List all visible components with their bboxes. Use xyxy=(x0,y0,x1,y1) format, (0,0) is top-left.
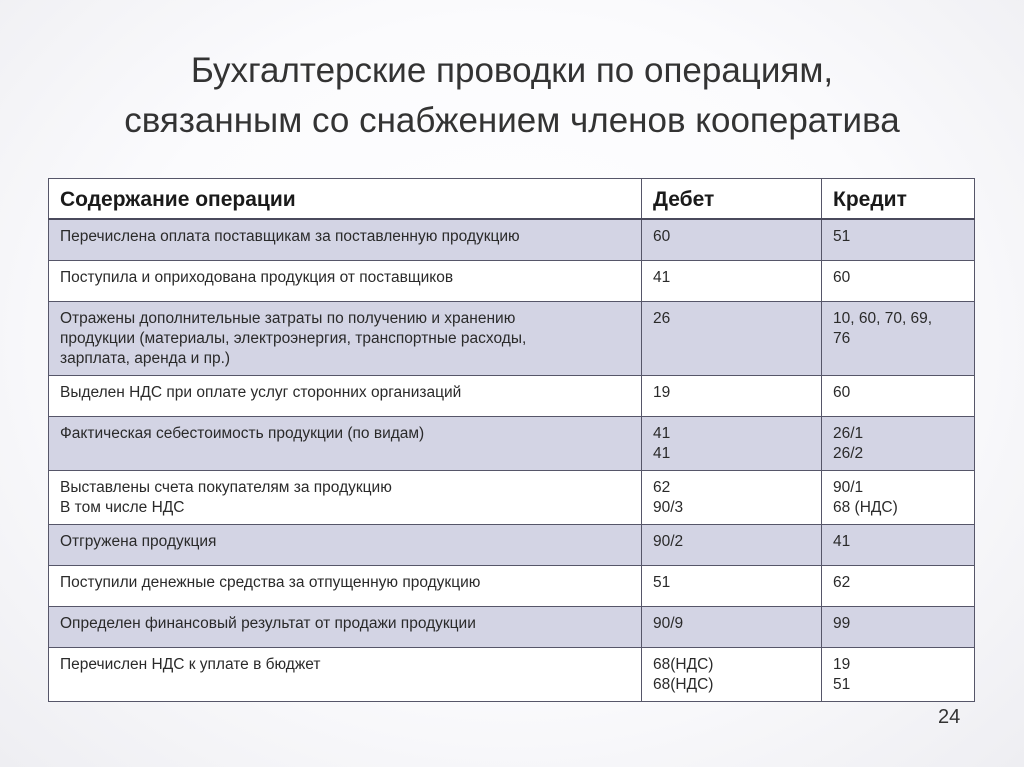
cell-debit xyxy=(642,302,822,376)
cell-debit xyxy=(642,417,822,471)
cell-credit xyxy=(822,648,975,702)
cell-debit xyxy=(642,376,822,417)
cell-credit-line: 60 xyxy=(833,269,851,286)
cell-operation-line: зарплата, аренда и пр.) xyxy=(60,350,231,367)
cell-credit xyxy=(822,525,975,566)
cell-operation-line: Перечислена оплата поставщикам за поставленную продукцию xyxy=(60,227,520,245)
cell-operation-line: продукции (материалы, электроэнергия, транспортные расходы, xyxy=(60,330,527,347)
cell-operation xyxy=(49,376,642,417)
cell-debit xyxy=(642,607,822,648)
cell-operation xyxy=(49,566,642,607)
cell-debit-line: 41 xyxy=(653,269,671,286)
cell-credit-line: 60 xyxy=(833,384,851,401)
cell-operation xyxy=(49,219,642,261)
slide-title-line-1: Бухгалтерские проводки по операциям, xyxy=(190,51,834,90)
table-row xyxy=(49,607,975,648)
cell-operation xyxy=(49,302,642,376)
cell-debit-line: 62 xyxy=(653,479,671,496)
cell-debit-line: 41 xyxy=(653,425,671,442)
cell-debit-line: 68(НДС) xyxy=(653,656,714,673)
cell-operation-line: Выделен НДС при оплате услуг сторонних организаций xyxy=(60,384,462,401)
table-row xyxy=(49,261,975,302)
cell-credit xyxy=(822,376,975,417)
cell-credit-line: 51 xyxy=(833,227,851,245)
cell-debit-line: 51 xyxy=(653,574,671,591)
cell-debit-line: 60 xyxy=(653,227,671,245)
cell-debit xyxy=(642,648,822,702)
cell-credit xyxy=(822,417,975,471)
cell-credit xyxy=(822,261,975,302)
header-credit: Кредит xyxy=(822,179,975,219)
cell-credit-line: 62 xyxy=(833,574,851,591)
cell-operation xyxy=(49,471,642,525)
cell-debit-line: 41 xyxy=(653,445,671,462)
cell-operation-line: Фактическая себестоимость продукции (по видам) xyxy=(60,425,425,442)
cell-operation xyxy=(49,417,642,471)
table-row xyxy=(49,417,975,471)
cell-credit-line: 10, 60, 70, 69, xyxy=(833,310,933,327)
cell-operation xyxy=(49,648,642,702)
cell-debit-line: 90/2 xyxy=(653,533,684,550)
cell-credit-line: 99 xyxy=(833,615,851,632)
cell-credit-line: 76 xyxy=(833,330,851,347)
cell-operation xyxy=(49,261,642,302)
table-row xyxy=(49,525,975,566)
cell-operation-line: Отгружена продукция xyxy=(60,533,217,550)
cell-credit xyxy=(822,566,975,607)
cell-operation xyxy=(49,525,642,566)
cell-operation-line: Поступили денежные средства за отпущенную продукцию xyxy=(60,574,481,591)
cell-credit-line: 51 xyxy=(833,676,851,693)
cell-debit xyxy=(642,471,822,525)
cell-operation-line: Отражены дополнительные затраты по получению и хранению xyxy=(60,310,516,327)
cell-operation-line: Определен финансовый результат от продажи продукции xyxy=(60,615,476,632)
cell-debit xyxy=(642,261,822,302)
table-body xyxy=(49,219,975,702)
cell-credit xyxy=(822,607,975,648)
cell-credit xyxy=(822,471,975,525)
table-row xyxy=(49,219,975,261)
table-row xyxy=(49,302,975,376)
cell-credit-line: 26/1 xyxy=(833,425,864,442)
cell-debit-line: 26 xyxy=(653,310,671,327)
cell-debit-line: 68(НДС) xyxy=(653,676,714,693)
cell-operation-line: Поступила и оприходована продукция от поставщиков xyxy=(60,269,454,286)
cell-operation-line: Перечислен НДС к уплате в бюджет xyxy=(60,656,321,673)
cell-credit xyxy=(822,219,975,261)
operations-table xyxy=(48,178,975,702)
cell-operation-line: В том числе НДС xyxy=(60,499,185,516)
table-row xyxy=(49,566,975,607)
cell-credit-line: 90/1 xyxy=(833,479,864,496)
cell-credit-line: 19 xyxy=(833,656,851,673)
cell-debit xyxy=(642,219,822,261)
cell-credit-line: 68 (НДС) xyxy=(833,499,898,516)
page-number: 24 xyxy=(938,706,961,728)
header-operation: Содержание операции xyxy=(49,179,642,219)
cell-debit-line: 90/3 xyxy=(653,499,684,516)
cell-debit xyxy=(642,525,822,566)
slide-title-line-2: связанным со снабжением членов кооператива xyxy=(124,101,900,140)
cell-credit xyxy=(822,302,975,376)
table-row xyxy=(49,376,975,417)
cell-operation-line: Выставлены счета покупателям за продукцию xyxy=(60,479,392,496)
table-row xyxy=(49,471,975,525)
cell-credit-line: 26/2 xyxy=(833,445,864,462)
slide-title xyxy=(0,46,1024,146)
cell-debit-line: 90/9 xyxy=(653,615,684,632)
cell-debit-line: 19 xyxy=(653,384,671,401)
cell-debit xyxy=(642,566,822,607)
cell-operation xyxy=(49,607,642,648)
header-debit: Дебет xyxy=(642,179,822,219)
table-header-row xyxy=(49,179,975,219)
table-row xyxy=(49,648,975,702)
cell-credit-line: 41 xyxy=(833,533,851,550)
